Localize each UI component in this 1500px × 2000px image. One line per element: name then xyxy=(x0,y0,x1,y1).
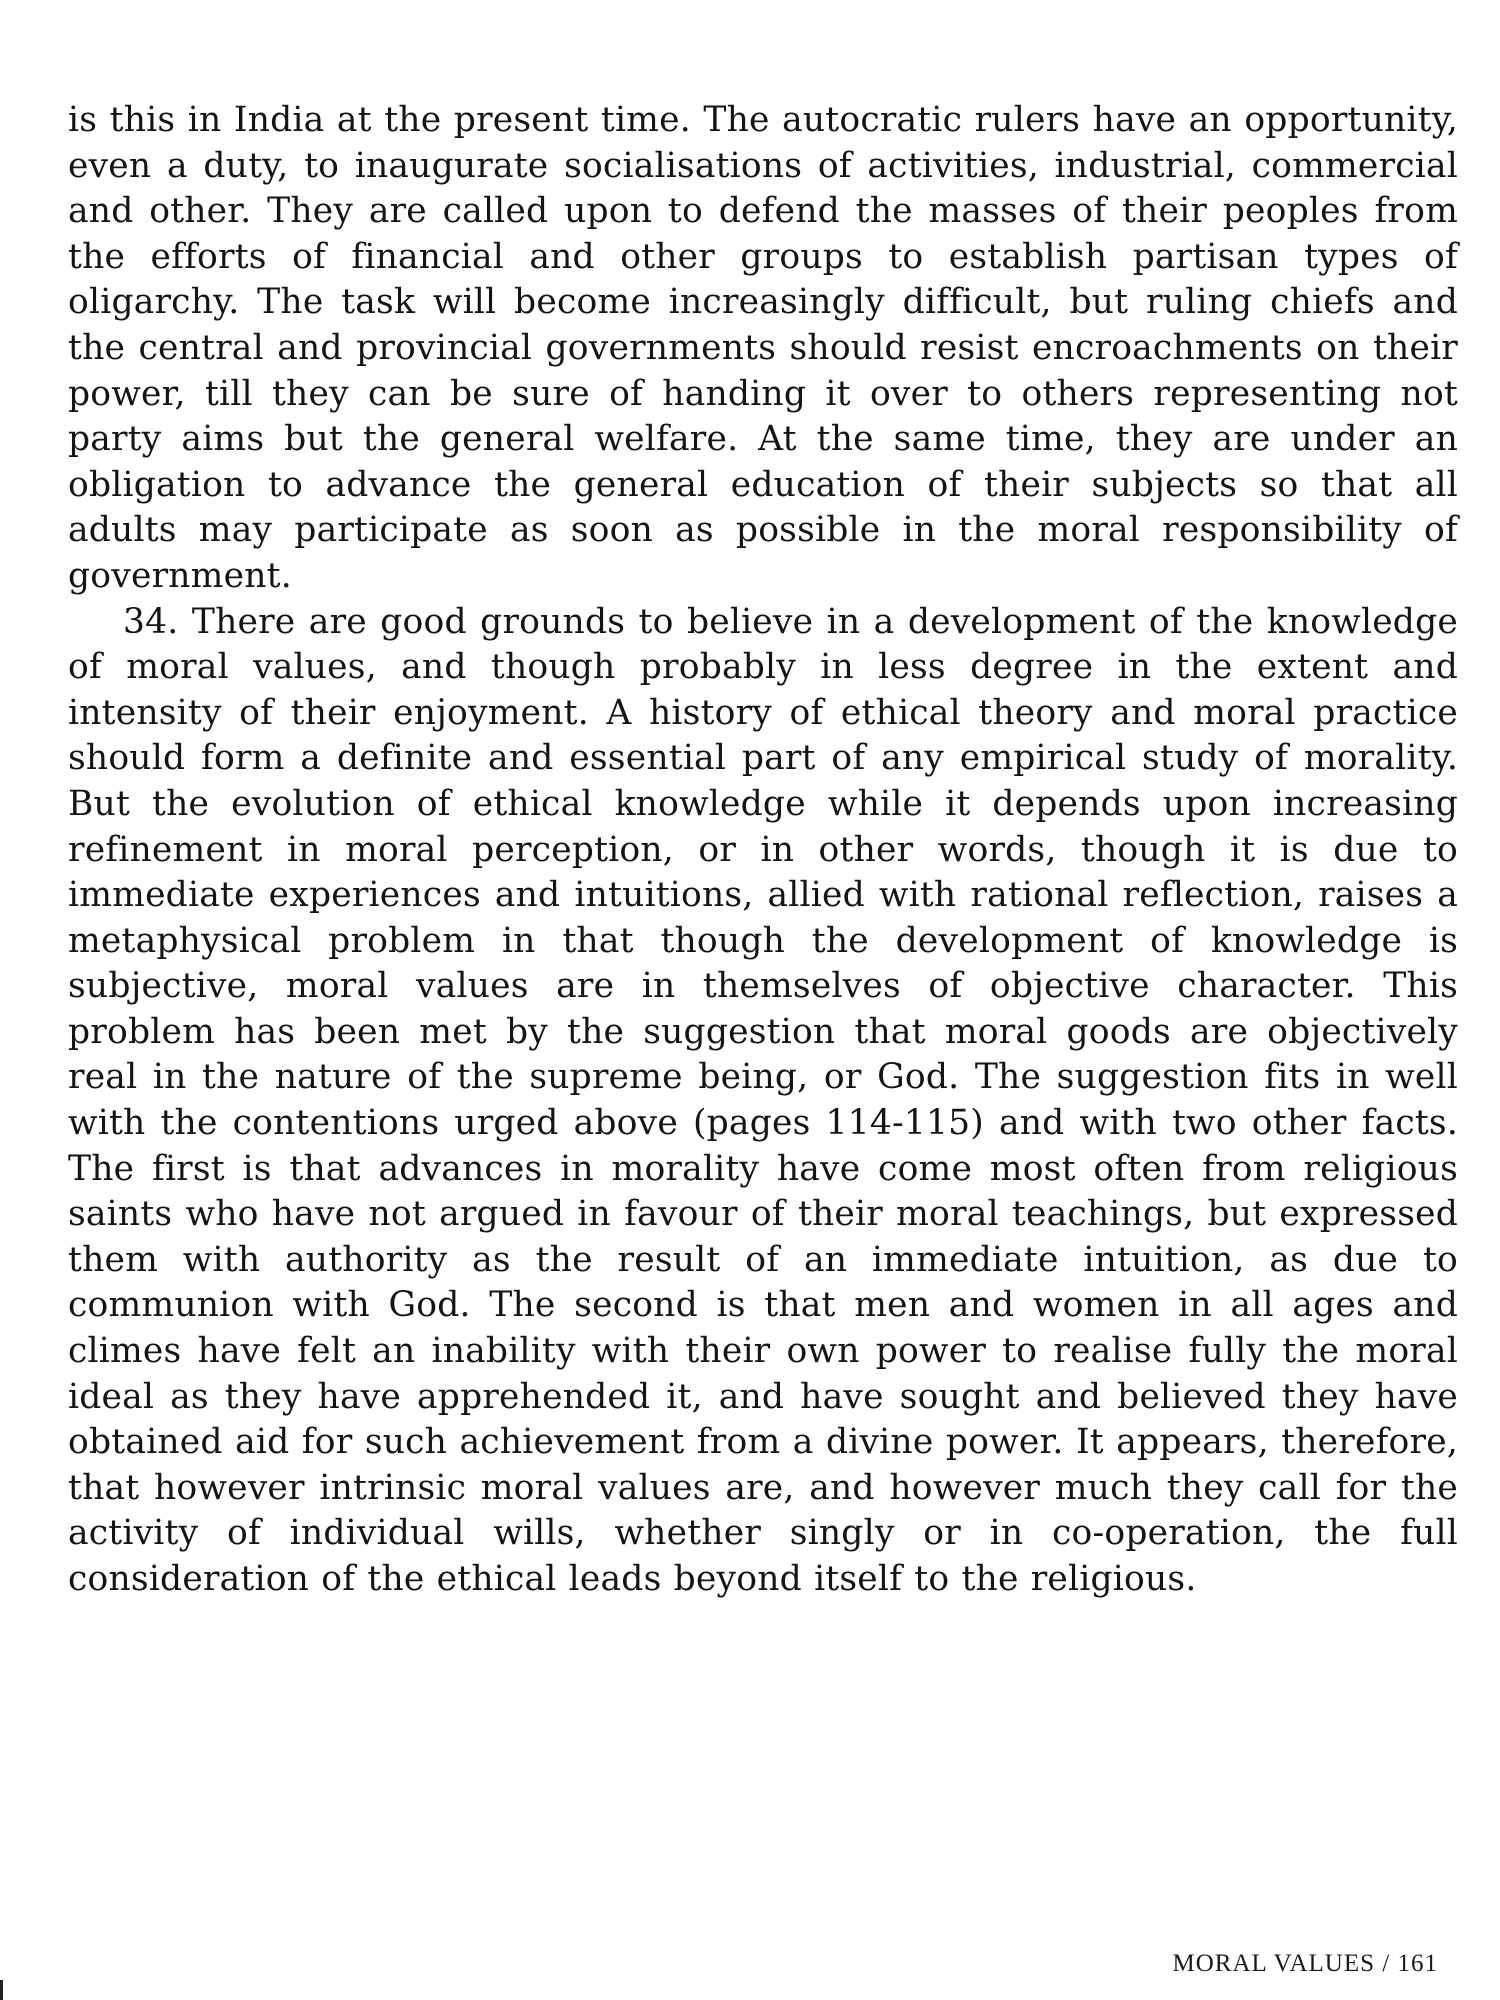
paragraph-continued: is this in India at the present time. The autocratic rulers have an opportunity, even a duty, to inaugurate socialisations of activities, industrial, commercial and other. They are called upon to defend the masses of their peoples from the efforts of financial and other groups to establish partisan types of oligarchy. The task will become increasingly difficult, but ruling chiefs and the central and provincial governments should resist encroachments on their power, till they can be sure of handing it over to others representing not party aims but the general welfare. At the same time, they are under an obligation to advance the general education of their subjects so that all adults may participate as soon as possible in the moral responsibility of government. xyxy=(68,100,1458,596)
body-text xyxy=(68,98,1458,1603)
scan-edge-mark xyxy=(0,1980,3,2000)
running-footer: MORAL VALUES / 161 xyxy=(1172,1950,1438,1977)
paragraph-34: 34. There are good grounds to believe in a development of the knowledge of moral values, and though probably in less degree in the extent and intensity of their enjoyment. A history of ethical theory and moral practice should form a definite and essential part of any empirical study of morality. But the evolution of ethical knowledge while it depends upon increasing refinement in moral perception, or in other words, though it is due to immediate experiences and intuitions, allied with rational reflection, raises a metaphysical problem in that though the development of knowledge is subjective, moral values are in themselves of objective character. This problem has been met by the suggestion that moral goods are objectively real in the nature of the supreme being, or God. The suggestion fits in well with the contentions urged above (pages 114-115) and with two other facts. The first is that advances in morality have come most often from religious saints who have not argued in favour of their moral teachings, but expressed them with authority as the result of an immediate intuition, as due to communion with God. The second is that men and women in all ages and climes have felt an inability with their own power to realise fully the moral ideal as they have apprehended it, and have sought and believed they have obtained aid for such achievement from a divine power. It appears, therefore, that however intrinsic moral values are, and however much they call for the activity of individual wills, whether singly or in co-operation, the full consideration of the ethical leads beyond itself to the religious. xyxy=(68,601,1458,1599)
